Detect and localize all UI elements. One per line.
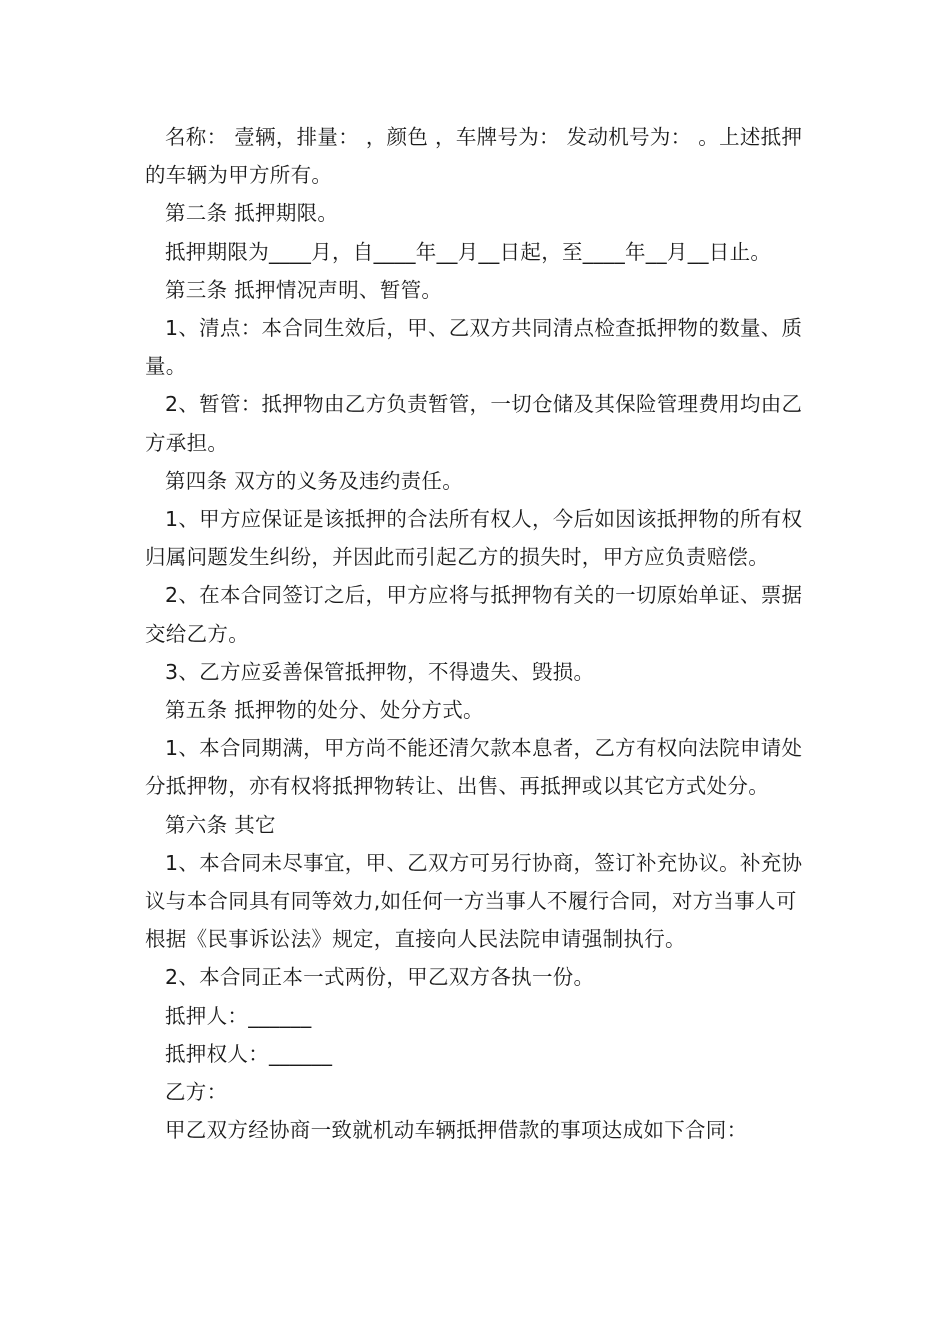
inventory-clause: 1、清点：本合同生效后，甲、乙双方共同清点检查抵押物的数量、质量。 [145,316,803,379]
mortgagor-signature-line: 抵押人：______ [165,1003,312,1028]
vehicle-description-paragraph: 名称： 壹辆，排量： ，颜色 ，车牌号为： 发动机号为： 。上述抵押的车辆为甲方所有。 [145,125,803,188]
document-body [145,118,815,1149]
article-2-heading: 第二条 抵押期限。 [165,201,339,226]
custody-clause: 2、暂管：抵押物由乙方负责暂管，一切仓储及其保险管理费用均由乙方承担。 [145,392,803,455]
article-3-heading: 第三条 抵押情况声明、暂管。 [165,277,443,302]
mortgage-term-paragraph: 抵押期限为____月，自____年__月__日起，至____年__月__日止。 [165,239,772,264]
article-6-heading: 第六条 其它 [165,812,276,837]
article-5-heading: 第五条 抵押物的处分、处分方式。 [165,698,484,723]
supplementary-agreement-clause: 1、本合同未尽事宜，甲、乙双方可另行协商，签订补充协议。补充协议与本合同具有同等效力,如任何一方当事人不履行合同，对方当事人可根据《民事诉讼法》规定，直接向人民法院申请强制执行。 [145,850,803,952]
mortgagee-signature-line: 抵押权人：______ [165,1041,333,1066]
copies-clause: 2、本合同正本一式两份，甲乙双方各执一份。 [165,965,595,990]
agreement-intro-paragraph: 甲乙双方经协商一致就机动车辆抵押借款的事项达成如下合同： [165,1118,748,1143]
ownership-guarantee-clause: 1、甲方应保证是该抵押的合法所有权人，今后如因该抵押物的所有权归属问题发生纠纷，并因此而引起乙方的损失时，甲方应负责赔偿。 [145,507,803,570]
party-b-line: 乙方： [165,1080,228,1105]
documents-handover-clause: 2、在本合同签订之后，甲方应将与抵押物有关的一切原始单证、票据交给乙方。 [145,583,803,646]
safekeeping-clause: 3、乙方应妥善保管抵押物，不得遗失、毁损。 [165,659,595,684]
disposal-clause: 1、本合同期满，甲方尚不能还清欠款本息者，乙方有权向法院申请处分抵押物，亦有权将抵押物转让、出售、再抵押或以其它方式处分。 [145,736,803,799]
article-4-heading: 第四条 双方的义务及违约责任。 [165,468,464,493]
